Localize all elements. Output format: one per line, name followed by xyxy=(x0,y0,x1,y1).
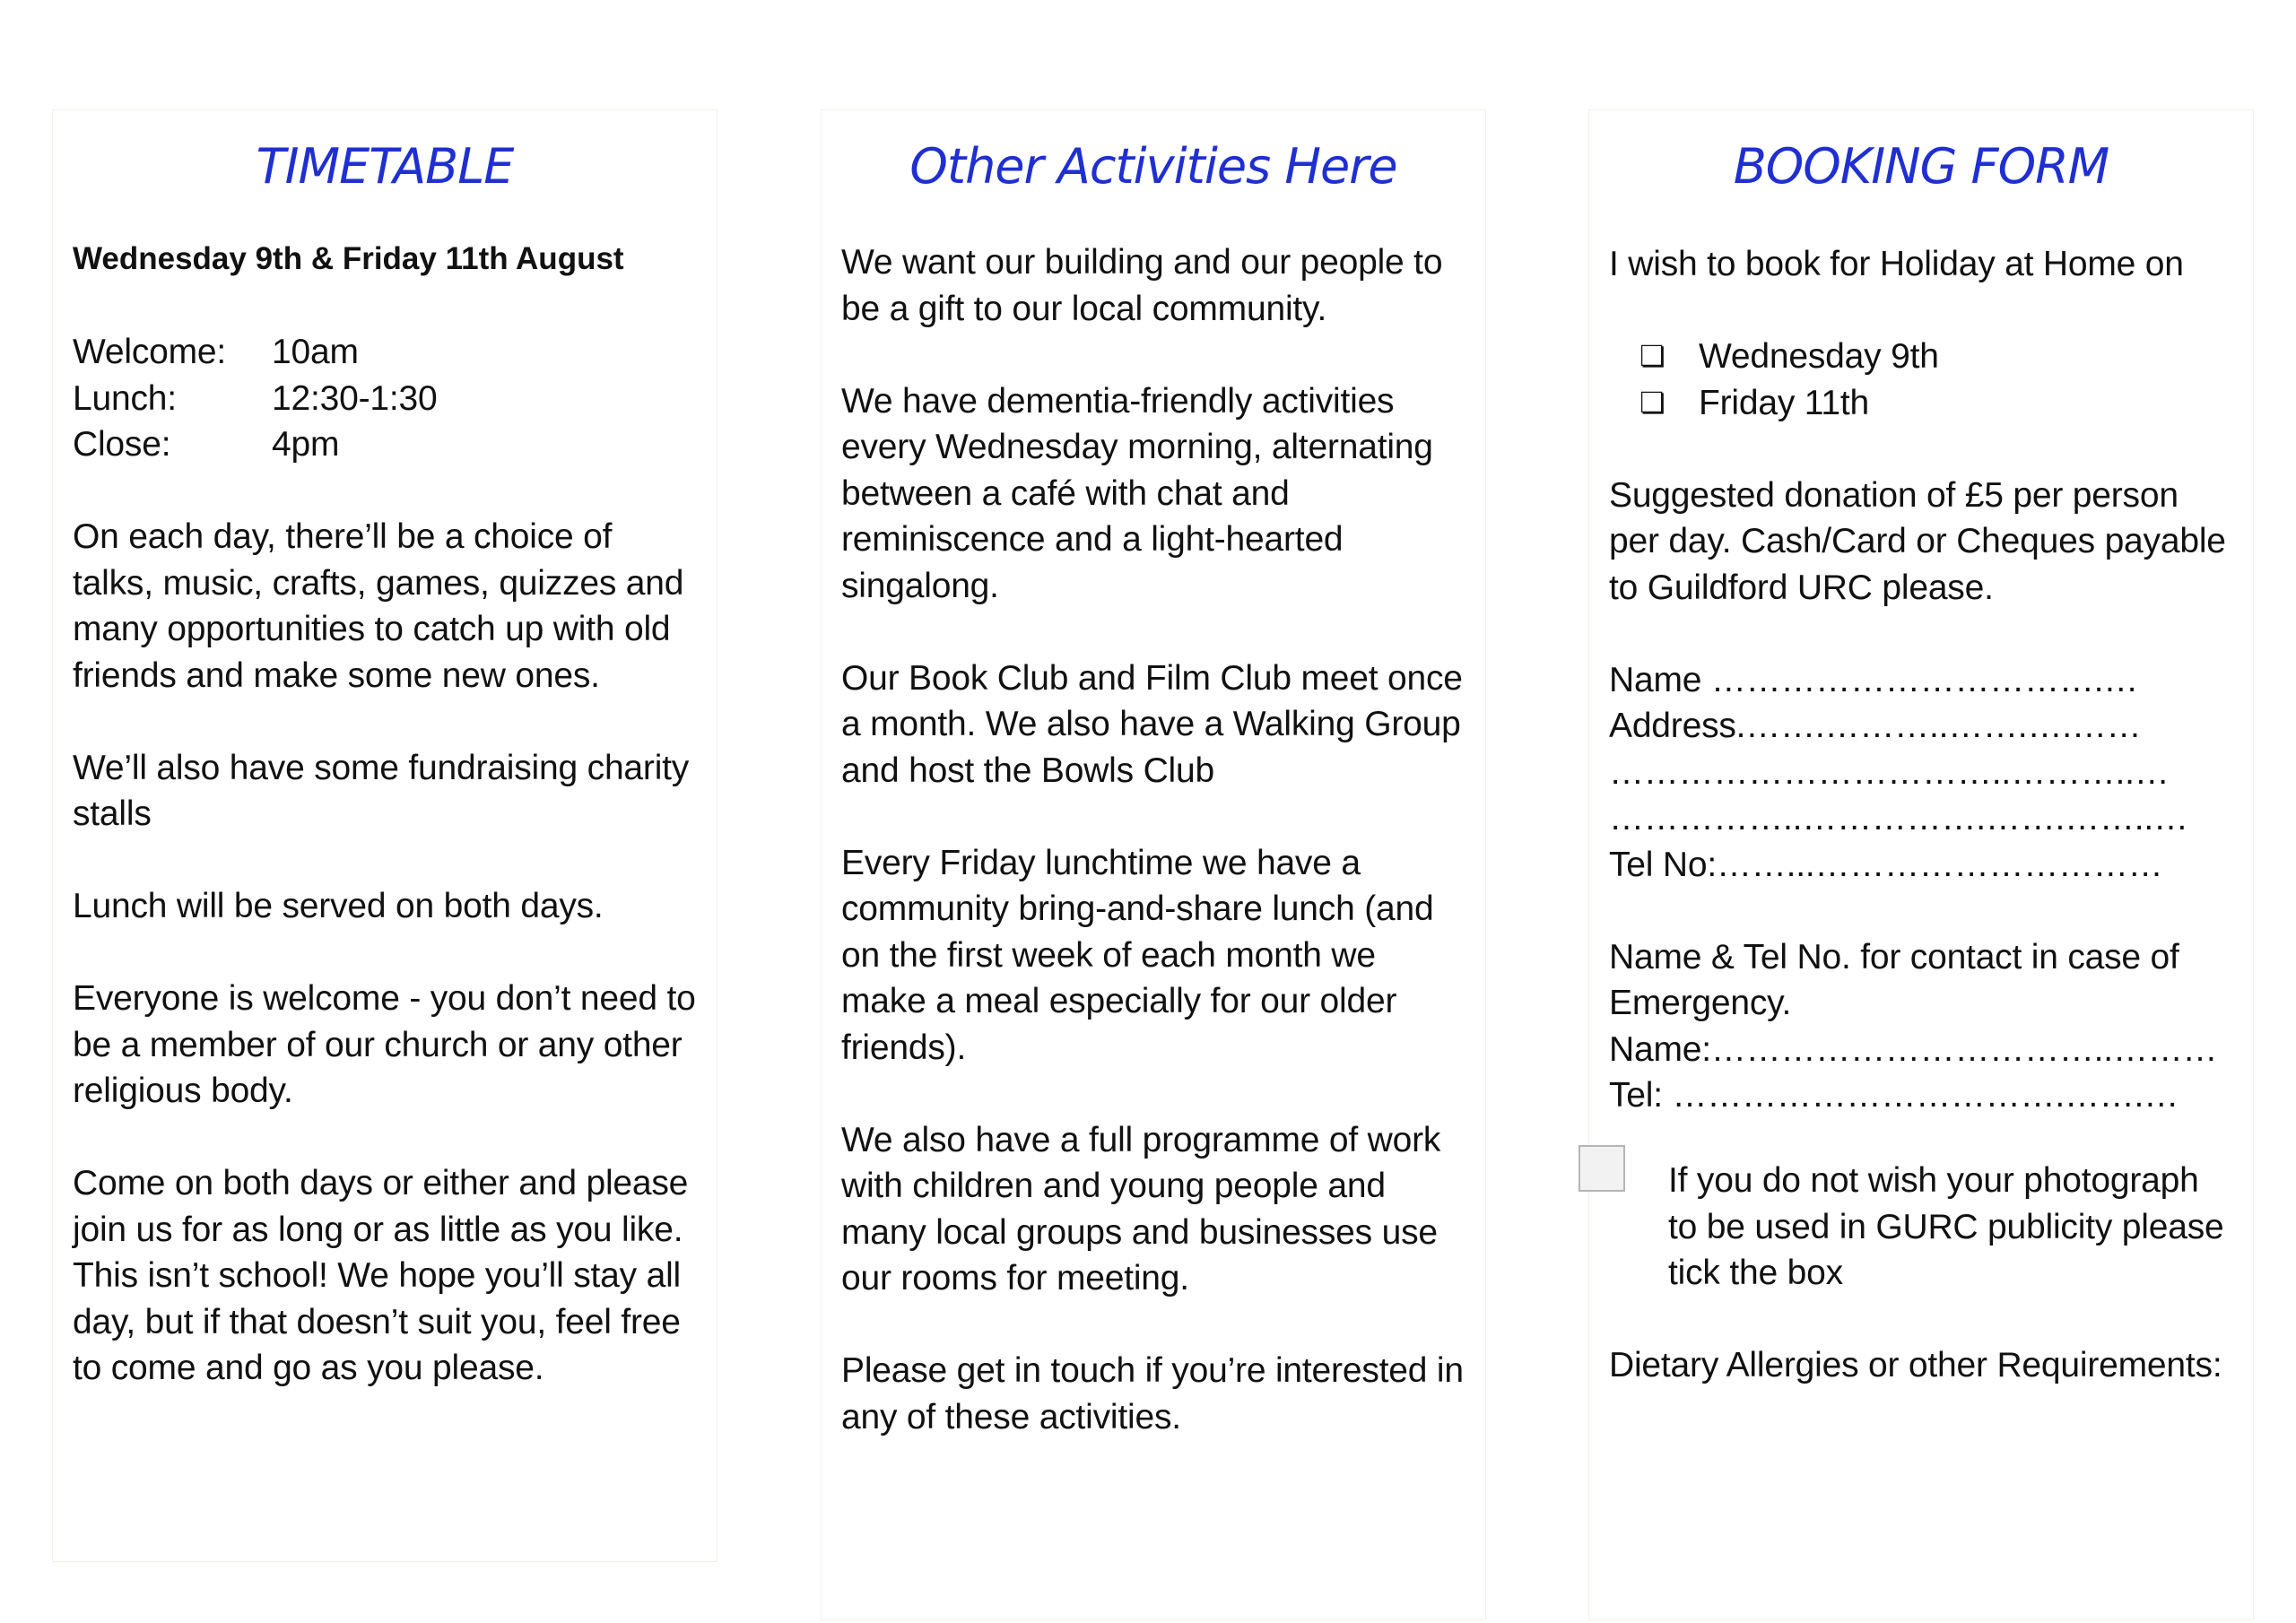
timetable-body xyxy=(73,238,697,1392)
timetable-panel xyxy=(52,109,718,1562)
activities-paragraph: We want our building and our people to be a gift to our local community. xyxy=(841,243,1443,328)
timetable-paragraph: Lunch will be served on both days. xyxy=(73,887,604,925)
name-field[interactable]: Name …………………………….… xyxy=(1609,660,2139,699)
activities-paragraph: Please get in touch if you’re interested in any of these activities. xyxy=(841,1351,1464,1436)
choice-wednesday[interactable] xyxy=(1639,334,2233,380)
schedule-label: Close: xyxy=(73,425,171,464)
schedule-label: Welcome: xyxy=(73,333,227,371)
choice-label: Wednesday 9th xyxy=(1699,337,1939,376)
schedule-value: 4pm xyxy=(272,425,340,464)
schedule-row-lunch xyxy=(73,376,697,422)
booking-panel xyxy=(1588,109,2254,1620)
schedule-value: 12:30-1:30 xyxy=(272,378,438,418)
dietary-requirements: Dietary Allergies or other Requirements: xyxy=(1609,1346,2222,1384)
activities-title: Other Activities Here xyxy=(909,138,1397,195)
photo-opt-out-checkbox[interactable] xyxy=(1578,1145,1625,1192)
timetable-paragraph: Everyone is welcome - you don’t need to be a member of our church or any other religious body. xyxy=(73,979,696,1110)
activities-panel xyxy=(821,109,1486,1620)
booking-body xyxy=(1609,241,2233,1389)
activities-paragraph: We have dementia-friendly activities every Wednesday morning, alternating between a café with chat and reminiscence and a light-hearted singalong. xyxy=(841,381,1433,605)
schedule-label: Lunch: xyxy=(73,378,177,418)
emergency-name-field[interactable]: Name:……………………………..……… xyxy=(1609,1029,2218,1069)
checkbox-icon[interactable]: ❏ xyxy=(1639,386,1665,419)
schedule-row-welcome xyxy=(73,329,697,376)
schedule-value: 10am xyxy=(272,333,359,371)
emergency-intro: Name & Tel No. for contact in case of Emergency. xyxy=(1609,937,2179,1022)
booking-title: BOOKING FORM xyxy=(1733,138,2109,195)
address-field[interactable]: Address.…….………..…….….…… xyxy=(1609,707,2142,745)
tel-field[interactable]: Tel No:……...………………………… xyxy=(1609,845,2163,884)
address-line-field[interactable]: ……………..…………….…….……..… xyxy=(1609,799,2188,838)
timetable-paragraph: Come on both days or either and please join us for as long or as little as you like. This isn’t school! We hope you’ll stay all day, but if that doesn’t suit you, feel free to come and go as you please. xyxy=(73,1164,689,1387)
timetable-title: TIMETABLE xyxy=(256,138,514,195)
checkbox-icon[interactable]: ❏ xyxy=(1639,340,1665,372)
donation-text: Suggested donation of £5 per person per day. Cash/Card or Cheques payable to Guildford URC please. xyxy=(1609,475,2226,607)
choice-friday[interactable] xyxy=(1639,380,2233,427)
timetable-paragraph: On each day, there’ll be a choice of talks, music, crafts, games, quizzes and many opportunities to catch up with old friends and make some new ones. xyxy=(73,517,684,695)
contact-fields xyxy=(1609,657,2233,889)
activities-paragraph: Every Friday lunchtime we have a community bring-and-share lunch (and on the first week of each month we make a meal especially for our older friends). xyxy=(841,843,1434,1067)
activities-paragraph: Our Book Club and Film Club meet once a month. We also have a Walking Group and host the Bowls Club xyxy=(841,658,1463,790)
emergency-section xyxy=(1609,934,2233,1119)
schedule xyxy=(73,329,697,468)
booking-intro: I wish to book for Holiday at Home on xyxy=(1609,245,2184,283)
photo-consent-text: If you do not wish your photograph to be used in GURC publicity please tick the box xyxy=(1668,1161,2224,1292)
activities-body xyxy=(841,239,1465,1440)
date-choices xyxy=(1609,334,2233,426)
event-dates: Wednesday 9th & Friday 11th August xyxy=(73,241,624,276)
schedule-row-close xyxy=(73,421,697,468)
emergency-tel-field[interactable]: Tel: …………………………….…….… xyxy=(1609,1076,2179,1115)
timetable-paragraph: We’ll also have some fundraising charity stalls xyxy=(73,748,690,833)
address-line-field[interactable]: ……………………………..………..… xyxy=(1609,752,2170,792)
activities-paragraph: We also have a full programme of work with children and young people and many local groups and businesses use our rooms for meeting. xyxy=(841,1120,1441,1298)
choice-label: Friday 11th xyxy=(1699,383,1870,422)
photo-consent xyxy=(1578,1158,2233,1297)
